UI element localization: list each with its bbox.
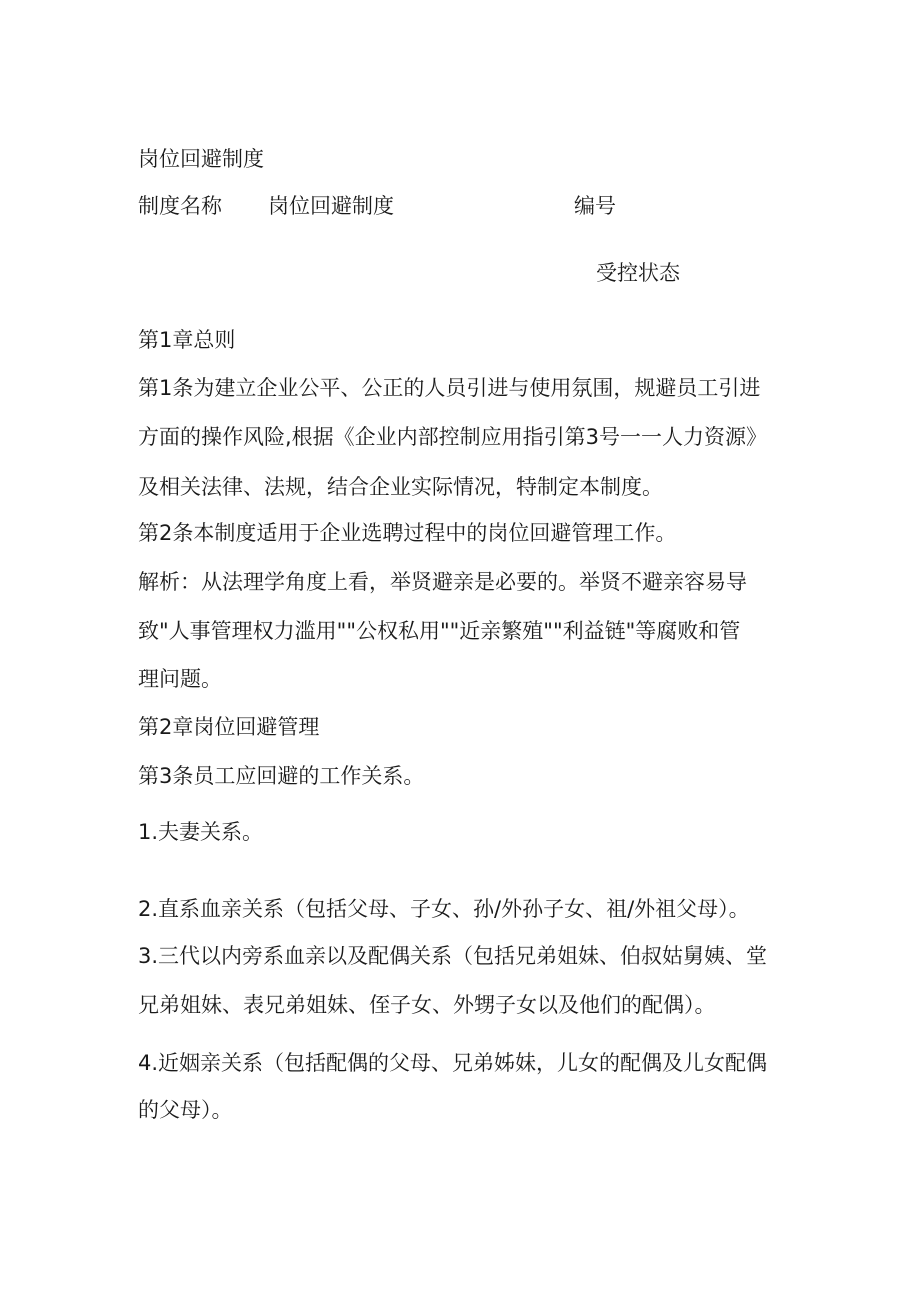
paragraph-line: 解析：从法理学角度上看，举贤避亲是必要的。举贤不避亲容易导 <box>138 570 747 594</box>
paragraph-line: 致"人事管理权力滥用""公权私用""近亲繁殖""利益链"等腐败和管 <box>138 619 741 643</box>
paragraph-line: 第3条员工应回避的工作关系。 <box>138 764 425 788</box>
document-title: 岗位回避制度 <box>138 147 264 171</box>
paragraph-line: 理问题。 <box>138 667 222 691</box>
paragraph-line: 方面的操作风险,根据《企业内部控制应用指引第3号一一人力资源》 <box>138 425 768 449</box>
list-item-continuation: 兄弟姐妹、表兄弟姐妹、侄子女、外甥子女以及他们的配偶）。 <box>138 993 716 1017</box>
paragraph-line: 第1条为建立企业公平、公正的人员引进与使用氛围，规避员工引进 <box>138 376 761 400</box>
chapter-heading: 第1章总则 <box>138 328 236 352</box>
chapter-heading: 第2章岗位回避管理 <box>138 715 320 739</box>
list-item: 3.三代以内旁系血亲以及配偶关系（包括兄弟姐妹、伯叔姑舅姨、堂 <box>138 944 768 968</box>
list-item: 4.近姻亲关系（包括配偶的父母、兄弟姊妹，儿女的配偶及儿女配偶 <box>138 1051 768 1075</box>
policy-number-label: 编号 <box>574 194 616 218</box>
policy-name-label: 制度名称 <box>138 194 222 218</box>
policy-name-value: 岗位回避制度 <box>268 194 394 218</box>
paragraph-line: 第2条本制度适用于企业选聘过程中的岗位回避管理工作。 <box>138 521 677 545</box>
list-item: 2.直系血亲关系（包括父母、子女、孙/外孙子女、祖/外祖父母）。 <box>138 897 750 921</box>
list-item-continuation: 的父母）。 <box>138 1098 233 1122</box>
list-item: 1.夫妻关系。 <box>138 820 264 844</box>
control-status-label: 受控状态 <box>596 261 680 285</box>
paragraph-line: 及相关法律、法规，结合企业实际情况，特制定本制度。 <box>138 475 663 499</box>
